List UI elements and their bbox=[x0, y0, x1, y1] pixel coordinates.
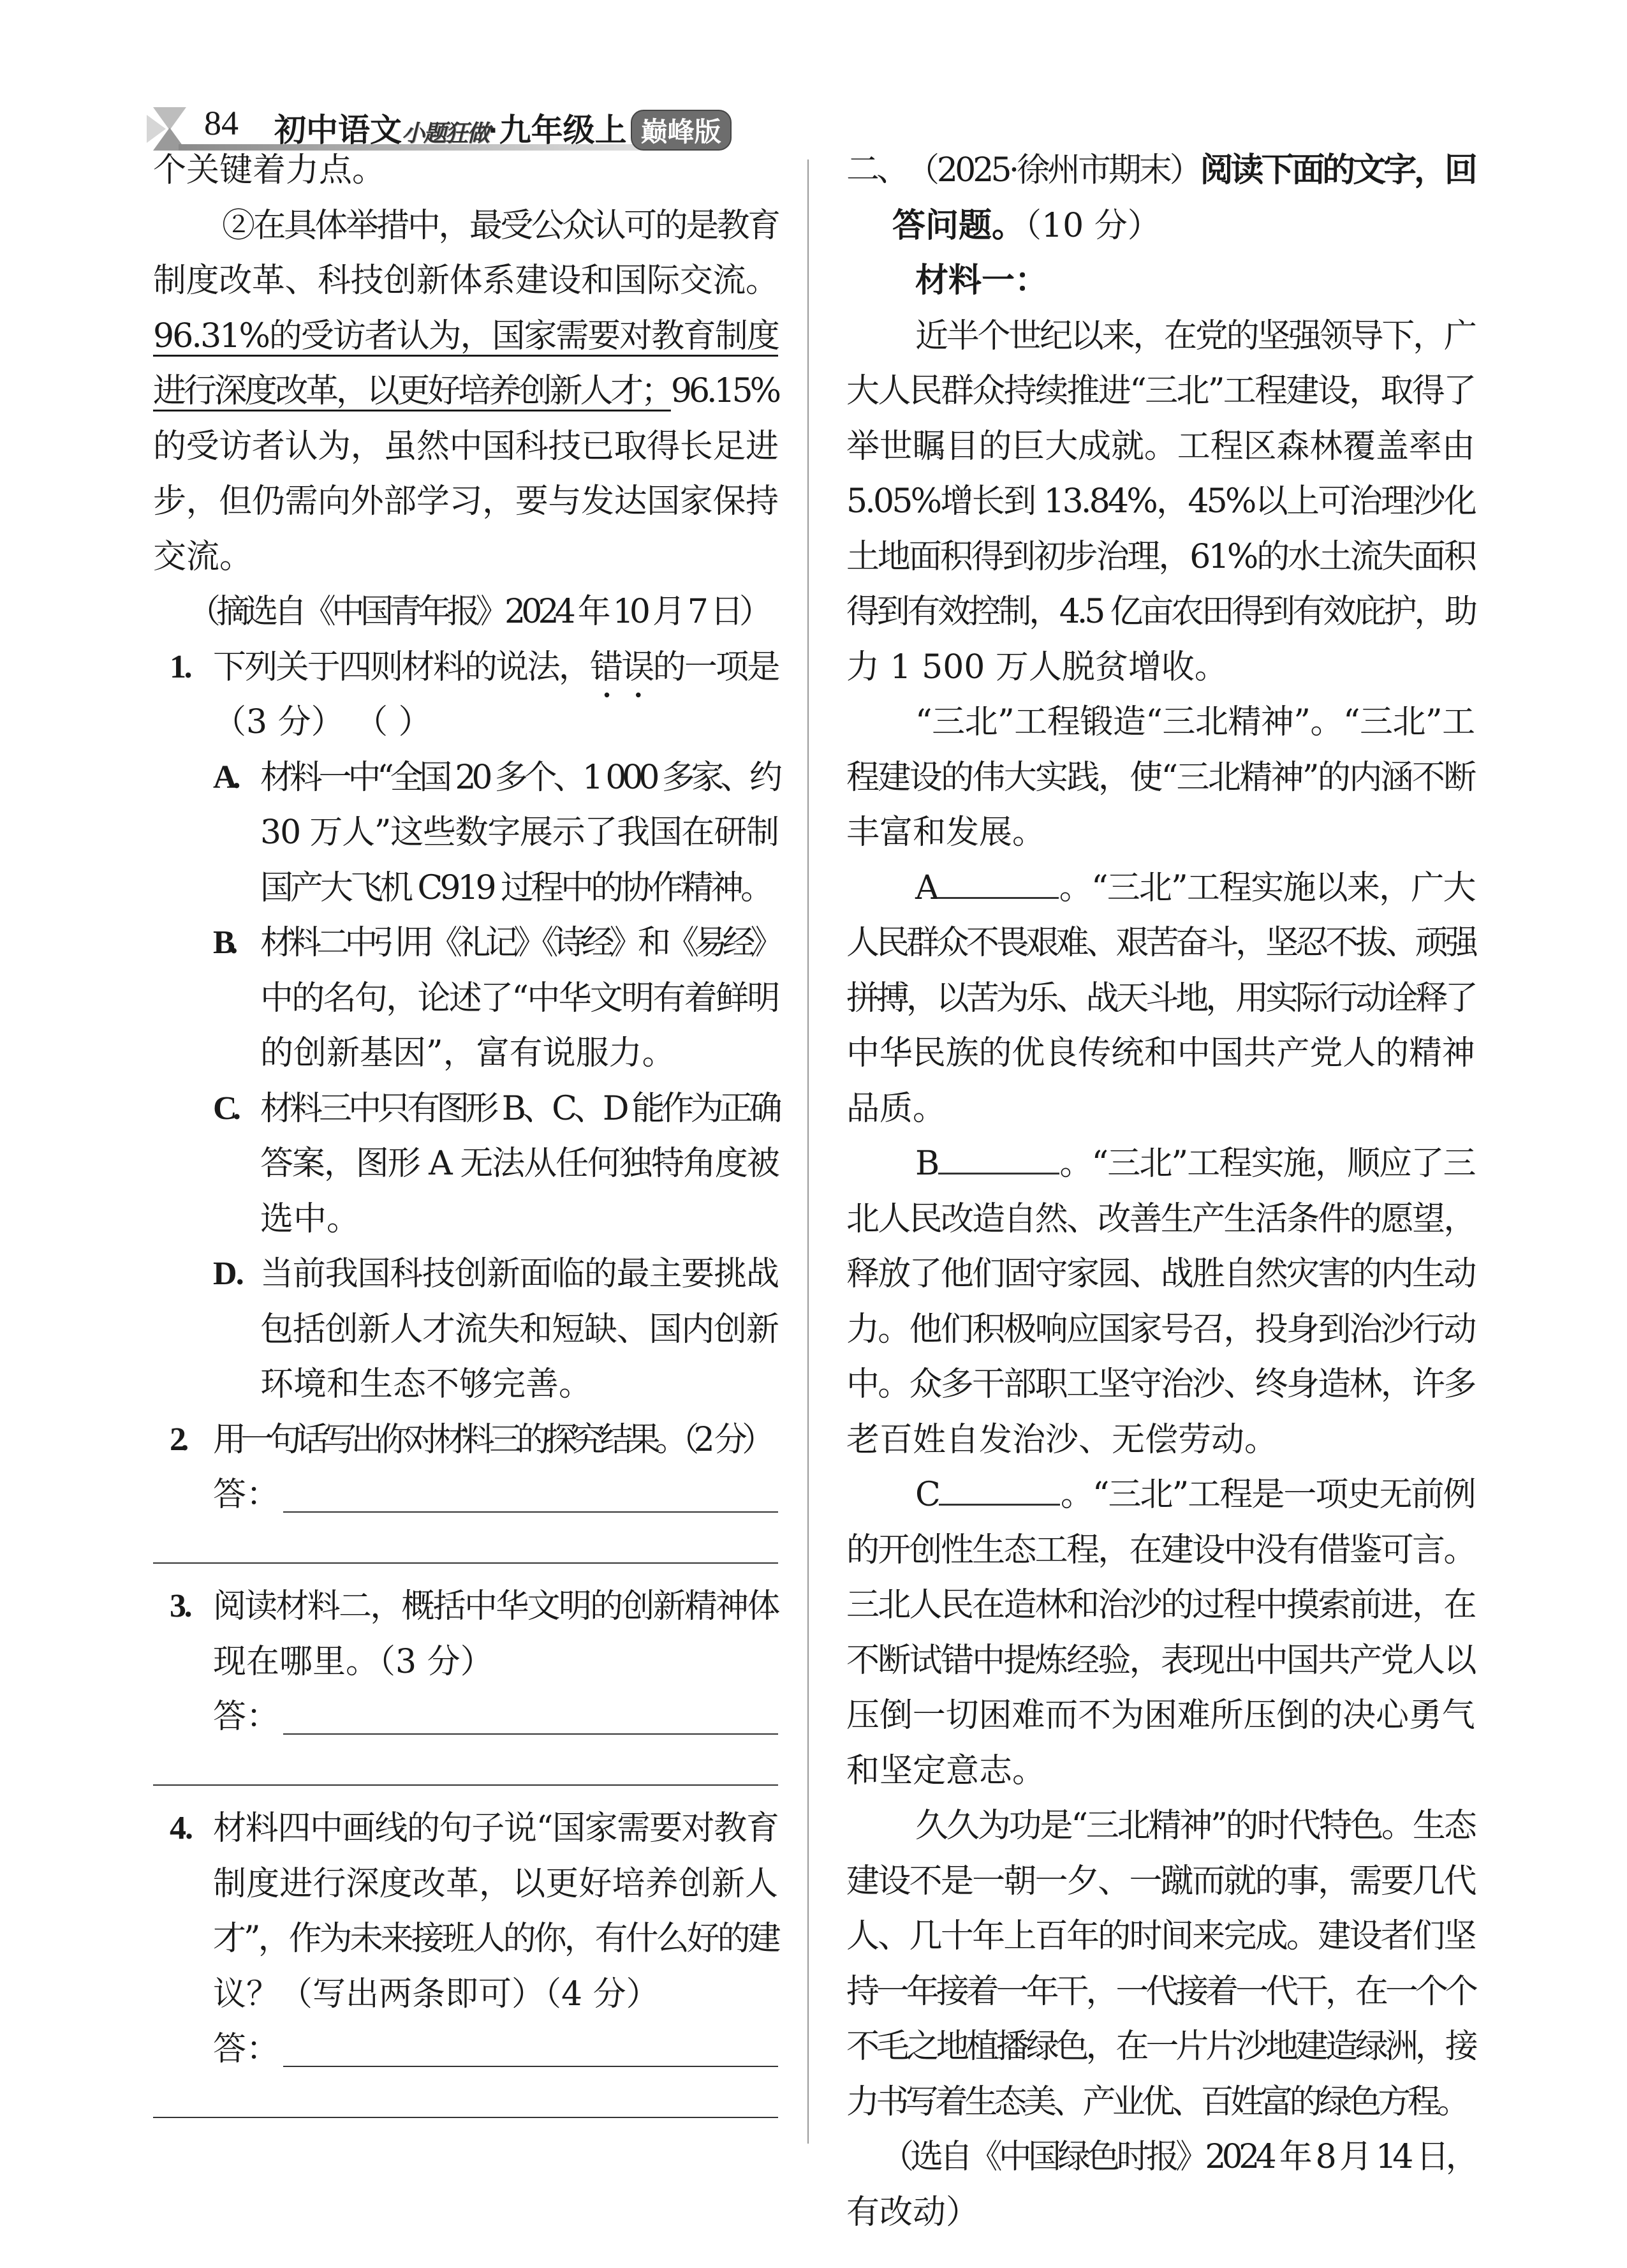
paragraph bbox=[846, 695, 1475, 861]
question-number: 二、 bbox=[846, 152, 907, 188]
text: 国产大飞机 C919 过程中的协作精神。 bbox=[260, 868, 771, 907]
text: 人、几十年上百年的时间来完成。建设者们坚 bbox=[846, 1917, 1475, 1955]
text: 制度改革、科技创新体系建设和国际交流。 bbox=[153, 262, 778, 300]
text-line bbox=[846, 1192, 1475, 1247]
option bbox=[153, 1081, 778, 1247]
text-line bbox=[153, 1801, 778, 1857]
question bbox=[153, 640, 778, 750]
text-line bbox=[153, 253, 778, 309]
text: （3 分） （ ） bbox=[213, 703, 432, 741]
text-line bbox=[846, 805, 1475, 861]
text: 中华民族的优良传统和中国共产党人的精神 bbox=[846, 1034, 1475, 1072]
text: 中的名句，论述了“中华文明有着鲜明 bbox=[260, 979, 778, 1018]
text-line bbox=[153, 1967, 778, 2022]
fill-blank[interactable] bbox=[938, 865, 1059, 899]
text: 个关键着力点。 bbox=[153, 151, 386, 189]
logo-triangle-icon bbox=[153, 107, 186, 130]
text-line bbox=[153, 198, 778, 254]
text: 交流。 bbox=[153, 537, 253, 576]
text: 三北人民在造林和治沙的过程中摸索前进，在 bbox=[846, 1586, 1475, 1624]
paragraph bbox=[153, 143, 778, 198]
text-line bbox=[846, 584, 1475, 640]
text: （摘选自《中国青年报》2024 年 10 月 7 日） bbox=[188, 593, 769, 631]
text: 阅读下面的文字，回 bbox=[1200, 151, 1475, 189]
paragraph bbox=[846, 309, 1475, 695]
text: 久久为功是“三北精神”的时代特色。生态 bbox=[915, 1807, 1475, 1845]
text-line bbox=[153, 474, 778, 530]
text: 品质。 bbox=[846, 1089, 946, 1128]
text: 才”，作为未来接班人的你，有什么好的建 bbox=[213, 1920, 778, 1958]
answer-input[interactable] bbox=[283, 2026, 778, 2067]
right-column bbox=[846, 143, 1475, 2240]
text-line bbox=[846, 419, 1475, 475]
option bbox=[153, 1247, 778, 1412]
paragraph bbox=[846, 1467, 1475, 1798]
text-line bbox=[153, 861, 778, 916]
text-line bbox=[846, 474, 1475, 530]
text: 近半个世纪以来，在党的坚强领导下，广 bbox=[915, 316, 1475, 355]
option-label: B. bbox=[213, 924, 233, 961]
text-line bbox=[846, 861, 1475, 916]
text-line bbox=[153, 530, 778, 585]
underlined-text: 进行深度改革，以更好培养创新人才； bbox=[153, 372, 671, 410]
text: 现在哪里。（3 分） bbox=[213, 1642, 494, 1681]
brand-logo: 小题狂做 bbox=[402, 120, 489, 146]
text: C bbox=[915, 1476, 939, 1514]
text-line bbox=[846, 309, 1475, 364]
fill-blank[interactable] bbox=[939, 1472, 1060, 1506]
text: 步，但仍需向外部学习，要与发达国家保持 bbox=[153, 482, 778, 521]
text: 建设不是一朝一夕、一蹴而就的事，需要几代 bbox=[846, 1862, 1475, 1901]
text: 的创新基因”，富有说服力。 bbox=[260, 1034, 675, 1072]
text: （选自《中国绿色时报》2024 年 8 月 14 日， bbox=[881, 2138, 1475, 2176]
text: A bbox=[915, 868, 938, 907]
text: 的开创性生态工程，在建设中没有借鉴可言。 bbox=[846, 1531, 1475, 1569]
text-line bbox=[153, 1302, 778, 1358]
text: 环境和生态不够完善。 bbox=[260, 1365, 593, 1404]
text: 材料三中只有图形 B、C、D 能作为正确 bbox=[260, 1089, 778, 1128]
text: 材料一： bbox=[915, 261, 1049, 300]
text-line bbox=[846, 1578, 1475, 1633]
text: 下列关于四则材料的说法， bbox=[213, 648, 591, 686]
text-line bbox=[846, 640, 1475, 695]
text: 举世瞩目的巨大成就。工程区森林覆盖率由 bbox=[846, 427, 1475, 466]
text-line bbox=[153, 1911, 778, 1967]
text-line bbox=[846, 1081, 1475, 1137]
text: 和坚定意志。 bbox=[846, 1751, 1046, 1790]
text: 不毛之地植播绿色，在一片片沙地建造绿洲，接 bbox=[846, 2027, 1475, 2066]
underlined-text: 96.31%的受访者认为，国家需要对教育制度 bbox=[153, 316, 778, 355]
answer-line bbox=[153, 1689, 778, 1745]
text: 当前我国科技创新面临的最主要挑战 bbox=[260, 1255, 778, 1293]
answer-label: 答： bbox=[213, 1698, 280, 1736]
option bbox=[153, 915, 778, 1081]
paragraph bbox=[153, 198, 778, 585]
text-line bbox=[846, 1467, 1475, 1523]
text: 老百姓自发治沙、无偿劳动。 bbox=[846, 1420, 1278, 1459]
text: 议？（写出两条即可）（4 分） bbox=[213, 1975, 659, 2013]
question-number: 2. bbox=[170, 1421, 184, 1458]
text-line bbox=[846, 1744, 1475, 1799]
text: 不断试错中提炼经验，表现出中国共产党人以 bbox=[846, 1641, 1475, 1680]
text-line bbox=[846, 915, 1475, 971]
text-line bbox=[153, 1081, 778, 1137]
text-line bbox=[846, 2019, 1475, 2075]
answer-input[interactable] bbox=[283, 1472, 778, 1513]
text-line bbox=[846, 1688, 1475, 1744]
text-line bbox=[153, 695, 778, 750]
text-line bbox=[153, 971, 778, 1027]
question-number: 4. bbox=[170, 1810, 193, 1846]
text: 力书写着生态美、产业优、百姓富的绿色方程。 bbox=[846, 2082, 1467, 2121]
text: 材料一中“全国 20 多个、1 000 多家、约 bbox=[260, 758, 778, 797]
text: 96.15% bbox=[670, 372, 778, 410]
text-line bbox=[153, 1579, 778, 1634]
option-label: A. bbox=[213, 759, 237, 796]
text-line bbox=[846, 198, 1475, 254]
answer-rule[interactable] bbox=[153, 2077, 778, 2118]
text-line bbox=[153, 1136, 778, 1192]
text-line bbox=[846, 1026, 1475, 1081]
text: 力。他们积极响应国家号召，投身到治沙行动 bbox=[846, 1310, 1475, 1349]
text: 材料四中画线的句子说“国家需要对教育 bbox=[213, 1809, 778, 1848]
text-line bbox=[153, 1192, 778, 1247]
text: 北人民改造自然、改善生产生活条件的愿望， bbox=[846, 1199, 1475, 1238]
text-line bbox=[846, 143, 1475, 198]
text: 的受访者认为，虽然中国科技已取得长足进 bbox=[153, 427, 778, 466]
answer-label: 答： bbox=[213, 2030, 280, 2068]
text: 得到有效控制，4.5 亿亩农田得到有效庇护，助 bbox=[846, 593, 1475, 631]
answer-label: 答： bbox=[213, 1476, 280, 1514]
edition-badge: 巅峰版 bbox=[631, 110, 732, 151]
text: 30 万人”这些数字展示了我国在研制 bbox=[260, 813, 778, 852]
text: 有改动） bbox=[846, 2193, 980, 2232]
text: 拼搏，以苦为乐、战天斗地，用实际行动诠释了 bbox=[846, 979, 1475, 1018]
text-line bbox=[153, 419, 778, 475]
text-line bbox=[153, 1026, 778, 1081]
text: 阅读材料二，概括中华文明的创新精神体 bbox=[213, 1587, 778, 1626]
source-note bbox=[846, 2130, 1475, 2240]
text-line bbox=[153, 1857, 778, 1912]
text-line bbox=[846, 750, 1475, 806]
text: 。“三北”工程实施，顺应了三 bbox=[1059, 1145, 1475, 1183]
material-heading bbox=[846, 253, 1475, 309]
text: 释放了他们固守家园、战胜自然灾害的内生动 bbox=[846, 1255, 1475, 1293]
paragraph bbox=[846, 1136, 1475, 1467]
text-line bbox=[846, 2185, 1475, 2241]
text: 答问题。 bbox=[892, 205, 1026, 245]
text: 5.05%增长到 13.84%，45%以上可治理沙化 bbox=[846, 482, 1475, 521]
text-line bbox=[846, 530, 1475, 585]
text-line bbox=[846, 1357, 1475, 1412]
text: （2025·徐州市期末） bbox=[906, 151, 1200, 189]
text: 制度进行深度改革，以更好培养创新人 bbox=[213, 1864, 778, 1903]
text-line bbox=[153, 915, 778, 971]
text: 包括创新人才流失和短缺、国内创新 bbox=[260, 1310, 778, 1349]
text: 。“三北”工程实施以来，广大 bbox=[1059, 868, 1475, 907]
text-line bbox=[846, 1909, 1475, 1964]
option-label: D. bbox=[213, 1256, 243, 1292]
text-line bbox=[846, 364, 1475, 419]
text-line bbox=[846, 253, 1475, 309]
text: 用一句话写出你对材料三的探究结果。（2 分） bbox=[213, 1420, 770, 1459]
text-line bbox=[846, 1523, 1475, 1578]
text: 土地面积得到初步治理，61%的水土流失面积 bbox=[846, 537, 1475, 576]
text: “三北”工程锻造“三北精神”。“三北”工 bbox=[915, 703, 1475, 741]
question bbox=[153, 1801, 778, 2022]
text: 选中。 bbox=[260, 1199, 360, 1238]
text-line bbox=[846, 1247, 1475, 1302]
text-line bbox=[153, 640, 778, 695]
answer-input[interactable] bbox=[283, 1694, 778, 1735]
text: （10 分） bbox=[1025, 206, 1161, 245]
text: 的一项是 bbox=[652, 648, 778, 686]
text-line bbox=[153, 750, 778, 806]
text: 丰富和发展。 bbox=[846, 813, 1046, 852]
text: 程建设的伟大实践，使“三北精神”的内涵不断 bbox=[846, 758, 1475, 797]
page-number: 84 bbox=[204, 104, 239, 142]
question-number: 1. bbox=[170, 648, 191, 685]
text-line bbox=[846, 1633, 1475, 1689]
text: B bbox=[915, 1145, 938, 1183]
paragraph bbox=[846, 861, 1475, 1137]
text-line bbox=[846, 695, 1475, 750]
text-line bbox=[846, 1412, 1475, 1468]
column-divider bbox=[807, 159, 809, 2144]
text: 。“三北”工程是一项史无前例 bbox=[1060, 1476, 1475, 1514]
text-line bbox=[153, 1247, 778, 1302]
grade: ·九年级上 bbox=[489, 112, 627, 148]
question bbox=[153, 1412, 778, 1468]
left-column bbox=[153, 143, 778, 2133]
text-line bbox=[153, 1634, 778, 1690]
answer-line bbox=[153, 1467, 778, 1523]
text-line bbox=[846, 1302, 1475, 1358]
text: 人民群众不畏艰难、艰苦奋斗，坚忍不拔、顽强 bbox=[846, 924, 1475, 962]
answer-line bbox=[153, 2022, 778, 2077]
text-line bbox=[846, 2075, 1475, 2130]
text-line bbox=[846, 2130, 1475, 2185]
text: 持一年接着一年干，一代接着一代干，在一个个 bbox=[846, 1972, 1475, 2011]
text: 压倒一切困难而不为困难所压倒的决心勇气 bbox=[846, 1696, 1475, 1735]
text-line bbox=[846, 1798, 1475, 1854]
text-line bbox=[153, 364, 778, 419]
section-heading bbox=[846, 143, 1475, 253]
text: 材料二中引用《礼记》《诗经》和《易经》 bbox=[260, 924, 778, 962]
text-line bbox=[153, 1412, 778, 1468]
text-line bbox=[153, 584, 778, 640]
subject: 初中语文 bbox=[274, 112, 402, 148]
answer-rule[interactable] bbox=[153, 1745, 778, 1786]
text: 答案，图形 A 无法从任何独特角度被 bbox=[260, 1145, 778, 1183]
answer-rule[interactable] bbox=[153, 1523, 778, 1564]
text-line bbox=[153, 309, 778, 364]
text-line bbox=[846, 1136, 1475, 1192]
paragraph bbox=[846, 1798, 1475, 2130]
text: 力 1 500 万人脱贫增收。 bbox=[846, 648, 1228, 686]
text: 大人民群众持续推进“三北”工程建设，取得了 bbox=[846, 372, 1475, 410]
question bbox=[153, 1579, 778, 1689]
text: 中。众多干部职工坚守治沙、终身造林，许多 bbox=[846, 1365, 1475, 1404]
option-label: C. bbox=[213, 1090, 237, 1127]
text-line bbox=[846, 1854, 1475, 1909]
emphasized-text: 错误 bbox=[590, 648, 653, 686]
source-note bbox=[153, 584, 778, 640]
text: ②在具体举措中，最受公众认可的是教育 bbox=[222, 206, 778, 245]
text-line bbox=[846, 971, 1475, 1027]
text-line bbox=[846, 1964, 1475, 2020]
question-number: 3. bbox=[170, 1588, 191, 1624]
text-line bbox=[153, 805, 778, 861]
fill-blank[interactable] bbox=[938, 1141, 1059, 1175]
text-line bbox=[153, 143, 778, 198]
text-line bbox=[153, 1357, 778, 1412]
option bbox=[153, 750, 778, 916]
